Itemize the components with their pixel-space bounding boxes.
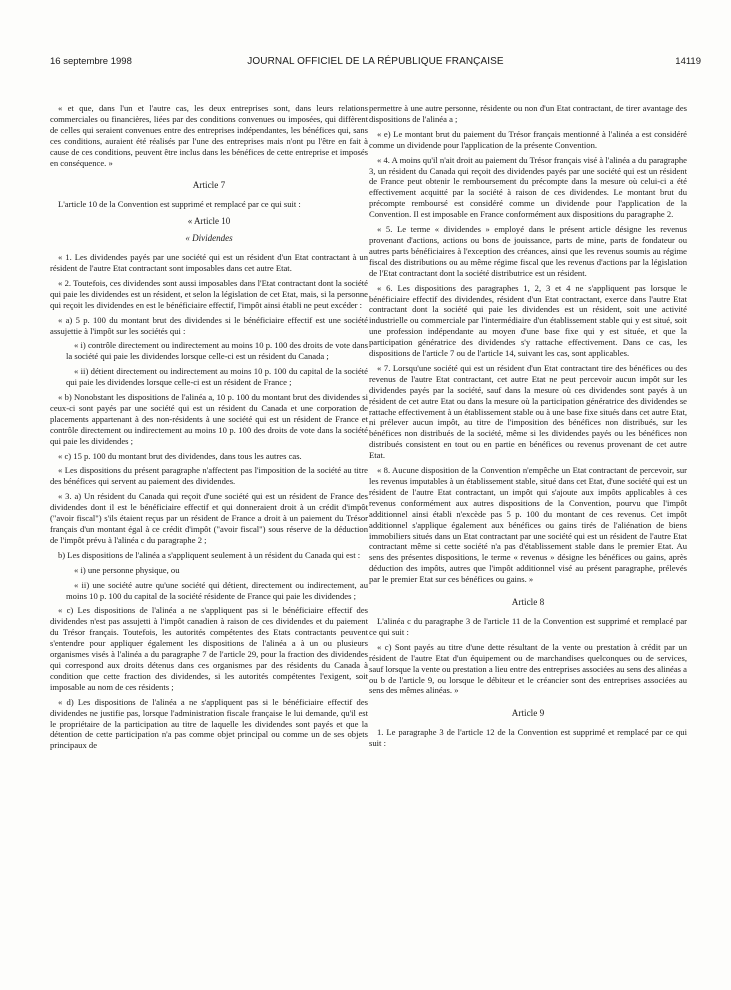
dividendes-heading: « Dividendes	[185, 233, 233, 244]
paragraph-2a: « a) 5 p. 100 du montant brut des dividendes si le bénéficiaire effectif est une société assujettie à l'impôt sur les sociétés qui :	[50, 314, 368, 336]
paragraph-6: « 6. Les dispositions des paragraphes 1, 2, 3 et 4 ne s'appliquent pas lorsque le bénéficiaire effectif des dividendes, résident d'un Etat contractant, exerce dans l'autre Etat contractant dont la société qui paie les dividendes est un résident, soit une activité industrielle ou commerciale par l'intermédiaire d'un établissement stable qui y est situé, soit une profession indépendante au moyen d'une base fixe qui y est située, et que la participation génératrice des dividendes s'y rattache effectivement. Dans ce cas, les dispositions de l'article 7 ou de l'article 14, suivant les cas, sont applicables.	[369, 282, 687, 359]
paragraph-2a-i: « i) contrôle directement ou indirectement au moins 10 p. 100 des droits de vote dans la société qui paie les dividendes lorsque celle-ci est un résident du Canada ;	[66, 340, 368, 362]
paragraph-3d-continuation: permettre à une autre personne, résidente ou non d'un Etat contractant, de tirer avantage des dispositions de l'alinéa a ;	[369, 103, 687, 124]
right-column	[369, 103, 687, 753]
paragraph-3c: « c) Les dispositions de l'alinéa a ne s'appliquent pas si le bénéficiaire effectif des dividendes n'est pas assujetti à l'impôt canadien à raison de ces dividendes et du paiement du Trésor français. Toutefois, les autorités compétentes des Etats contractants peuvent s'entendre pour appliquer également les dispositions de l'alinéa a à un ou plusieurs organismes visés à l'alinéa a du paragraphe 7 de l'article 29, pour la fraction des dividendes qui correspond aux droits détenus dans ces organismes par des résidents du Canada à condition que cette fraction des dividendes, si les autorités compétentes l'exigent, soit imposable au nom de ces résidents ;	[50, 605, 368, 692]
article-8-intro: L'alinéa c du paragraphe 3 de l'article 11 de la Convention est supprimé et remplacé par ce qui suit :	[369, 615, 687, 637]
article-9-heading: Article 9	[511, 708, 545, 719]
paragraph-1: « 1. Les dividendes payés par une société qui est un résident d'un Etat contractant à un résident de l'autre Etat contractant sont imposables dans cet autre Etat.	[50, 252, 368, 273]
paragraph-5: « 5. Le terme « dividendes » employé dans le présent article désigne les revenus provenant d'actions, actions ou bons de jouissance, parts de mine, parts de fondateur ou autres parts bénéficiaires à l'exception des créances, ainsi que les revenus soumis au régime fiscal des distributions ou au même régime fiscal que les revenus d'actions par la législation de l'Etat contractant dont la société distributrice est un résident.	[369, 224, 687, 278]
paragraph-4: « 4. A moins qu'il n'ait droit au paiement du Trésor français visé à l'alinéa a du paragraphe 3, un résident du Canada qui reçoit des dividendes payés par une société qui est un résident de France peut obtenir le remboursement du précompte dans la mesure où celui-ci a été effectivement acquitté par la société à raison de ces dividendes. Le montant brut du précompte remboursé est considéré comme un dividende pour l'application de la Convention. Il est imposable en France conformément aux dispositions du paragraphe 2.	[369, 154, 687, 220]
paragraph-7: « 7. Lorsqu'une société qui est un résident d'un Etat contractant tire des bénéfices ou des revenus de l'autre Etat contractant, cet autre Etat ne peut percevoir aucun impôt sur les dividendes payés par la société, sauf dans la mesure où ces dividendes sont payés à un résident de cet autre Etat ou dans la mesure où la participation génératrice des dividendes se rattache effectivement à un établissement stable ou à une base fixe situés dans cet autre Etat, ni prélever aucun impôt, au titre de l'imposition des bénéfices non distribués, sur les bénéfices non distribués de la société, même si les dividendes payés ou les bénéfices non distribués consistent en tout ou en partie en bénéfices ou revenus provenant de cet autre Etat.	[369, 362, 687, 461]
paragraph-3b-ii: « ii) une société autre qu'une société qui détient, directement ou indirectement, au moins 10 p. 100 du capital de la société résidente de France qui paie les dividendes ;	[66, 579, 368, 601]
page-header	[50, 56, 701, 70]
paragraph-8: « 8. Aucune disposition de la Convention n'empêche un Etat contractant de percevoir, sur les revenus imputables à un établissement stable, situé dans cet Etat, d'une société qui est un résident de l'autre Etat contractant, un impôt qui s'ajoute aux impôts applicables à ces revenus conformément aux autres dispositions de la Convention, pourvu que l'impôt additionnel ainsi établi n'excède pas 5 p. 100 du montant de ces revenus. Cet impôt additionnel s'applique également aux bénéfices ou gains tirés de l'aliénation de biens immobiliers situés dans un Etat contractant par une société qui est un résident de l'autre Etat contractant même si cette société n'a pas d'établissement stable dans le premier Etat. Au sens des présentes dispositions, le terme « revenus » désigne les bénéfices ou gains, après déduction des impôts, autres que l'impôt additionnel visé au présent paragraphe, prélevés par le premier Etat sur ces bénéfices ou gains. »	[369, 465, 687, 585]
article-8-text: « c) Sont payés au titre d'une dette résultant de la vente ou prestation à crédit par un résident de l'autre Etat d'un équipement ou de marchandises quelconques ou de services, sauf lorsque la vente ou prestation a lieu entre des entreprises associées au sens des alinéas a ou b de l'article 9, ou lorsque le débiteur et le créancier sont des entreprises associées au sens des mêmes alinéas. »	[369, 641, 687, 696]
paragraph-2-end: « Les dispositions du présent paragraphe n'affectent pas l'imposition de la société au titre des bénéfices qui servent au paiement des dividendes.	[50, 465, 368, 487]
paragraph-3b-i: « i) une personne physique, ou	[74, 564, 180, 575]
paragraph-3e: « e) Le montant brut du paiement du Trésor français mentionné à l'alinéa a est considéré comme un dividende pour l'application de la présente Convention.	[369, 128, 687, 150]
article-7-heading: Article 7	[192, 180, 226, 191]
paragraph-continuation: « et que, dans l'un et l'autre cas, les deux entreprises sont, dans leurs relations commerciales ou financières, liées par des conditions convenues ou imposées, qui diffèrent de celles qui seraient convenues entre des entreprises indépendantes, les bénéfices qui, sans ces conditions, auraient été réalisés par l'une des entreprises mais n'ont pu l'être en fait à cause de ces conditions, peuvent être inclus dans les bénéfices de cette entreprise et imposés en conséquence. »	[50, 103, 368, 168]
header-date: 16 septembre 1998	[50, 56, 132, 67]
article-10-heading: « Article 10	[187, 216, 231, 227]
paragraph-2: « 2. Toutefois, ces dividendes sont aussi imposables dans l'Etat contractant dont la société qui paie les dividendes est un résident, et selon la législation de cet Etat, mais, si la personne qui reçoit les dividendes en est le bénéficiaire effectif, l'impôt ainsi établi ne peut excéder :	[50, 277, 368, 310]
paragraph-2c: « c) 15 p. 100 du montant brut des dividendes, dans tous les autres cas.	[58, 450, 302, 461]
paragraph-2a-ii: « ii) détient directement ou indirectement au moins 10 p. 100 du capital de la société qui paie les dividendes lorsque celle-ci est un résident de France ;	[66, 366, 368, 388]
page-number: 14119	[675, 56, 701, 67]
paragraph-3b: b) Les dispositions de l'alinéa a s'appliquent seulement à un résident du Canada qui est :	[58, 549, 361, 560]
journal-title: JOURNAL OFFICIEL DE LA RÉPUBLIQUE FRANÇAISE	[247, 56, 504, 67]
paragraph-3a: « 3. a) Un résident du Canada qui reçoit d'une société qui est un résident de France des dividendes dont il est le bénéficiaire effectif et qui donneraient droit à un crédit d'impôt ("avoir fiscal") s'ils étaient reçus par un résident de France a droit à un paiement du Trésor français d'un montant égal à ce crédit d'impôt ("avoir fiscal") sous réserve de la déduction de l'impôt prévu à l'alinéa c du paragraphe 2 ;	[50, 491, 368, 545]
paragraph-3d: « d) Les dispositions de l'alinéa a ne s'appliquent pas si le bénéficiaire effectif des dividendes ne justifie pas, lorsque l'administration fiscale française le lui demande, qu'il est le propriétaire de la participation au titre de laquelle les dividendes sont payés et que la détention de cette participation n'a pas comme objet principal ou comme un de ses objets principaux de	[50, 696, 368, 751]
article-7-intro: L'article 10 de la Convention est supprimé et remplacé par ce qui suit :	[58, 199, 301, 210]
paragraph-2b: « b) Nonobstant les dispositions de l'alinéa a, 10 p. 100 du montant brut des dividendes si ceux-ci sont payés par une société qui est un résident du Canada et une corporation de placements appartenant à des non-résidents à une société qui est un résident de France et contrôle directement ou indirectement au moins 10 p. 100 des droits de vote dans la société qui paie les dividendes ;	[50, 392, 368, 446]
article-9-intro: 1. Le paragraphe 3 de l'article 12 de la Convention est supprimé et remplacé par ce qui suit :	[369, 727, 687, 749]
article-8-heading: Article 8	[511, 597, 545, 608]
left-column	[50, 103, 368, 755]
